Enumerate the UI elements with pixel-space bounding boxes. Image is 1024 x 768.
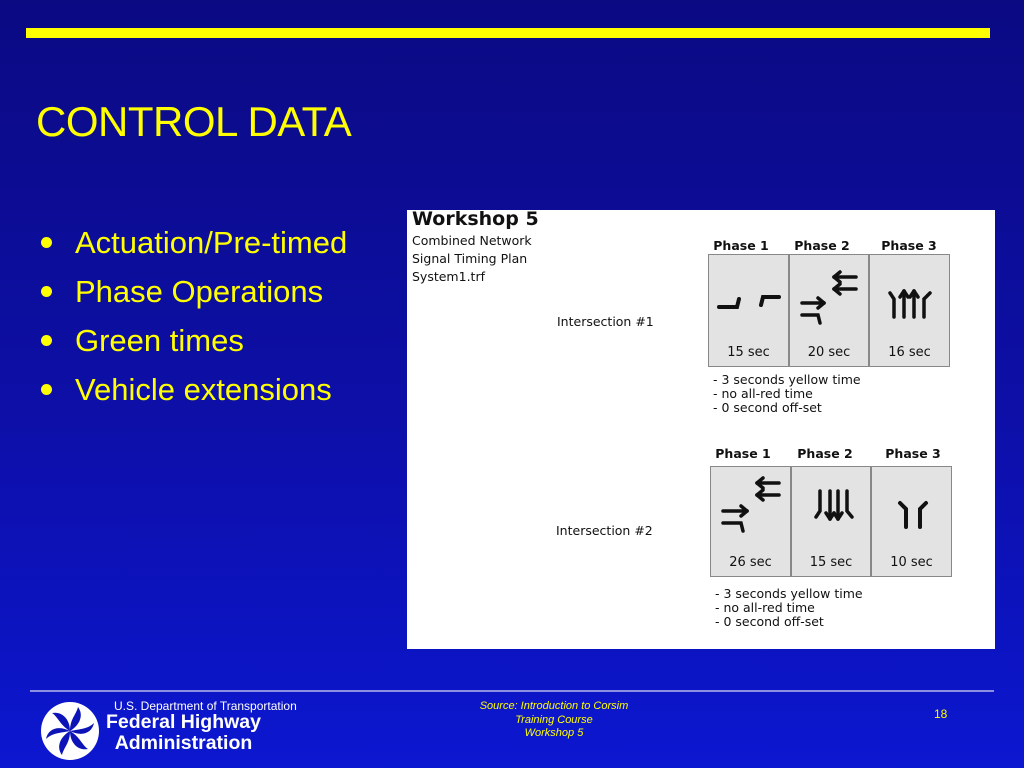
phase-box [871, 466, 952, 577]
phase-box [710, 466, 791, 577]
bullet-text: Vehicle extensions [75, 371, 332, 407]
bullet-item [36, 316, 347, 365]
phase-time: 26 sec [729, 555, 772, 570]
phase-header: Phase 2 [797, 446, 853, 461]
agency-line: Federal Highway [106, 711, 261, 733]
agency-name [106, 712, 261, 754]
figure-subtitle-line: Signal Timing Plan [412, 251, 528, 266]
bullet-item [36, 218, 347, 267]
phase-box [708, 254, 789, 367]
bullet-text: Green times [75, 322, 244, 358]
phase-time: 20 sec [807, 345, 851, 360]
timing-note: - 0 second off-set [715, 614, 824, 629]
intersection-1-label: Intersection #1 [557, 314, 654, 329]
page-number: 18 [934, 707, 948, 721]
intersection-2-label: Intersection #2 [556, 523, 653, 538]
source-line: Training Course [515, 713, 593, 726]
timing-note: - no all-red time [713, 386, 813, 401]
phase-box [789, 254, 869, 367]
phase-box [791, 466, 871, 577]
phase-time: 10 sec [890, 555, 933, 570]
bullet-dot-icon [41, 384, 52, 395]
fhwa-logo-icon [40, 701, 100, 761]
phase-header: Phase 3 [885, 446, 941, 461]
timing-note: - no all-red time [715, 600, 815, 615]
source-citation [454, 700, 654, 741]
slide-title: CONTROL DATA [36, 98, 352, 145]
figure-subtitle-line: System1.trf [412, 269, 485, 284]
figure-subtitle-line: Combined Network [412, 233, 532, 248]
source-line: Workshop 5 [524, 727, 584, 739]
source-line: Source: Introduction to Corsim [479, 700, 629, 712]
department-name: U.S. Department of Transportation [114, 699, 297, 713]
phase-time: 15 sec [809, 555, 853, 570]
timing-note: - 3 seconds yellow time [713, 372, 861, 387]
bullet-dot-icon [41, 286, 52, 297]
phase-header: Phase 2 [794, 238, 850, 253]
bullet-item [36, 365, 347, 414]
bullet-text: Actuation/Pre-timed [75, 224, 348, 260]
footer-divider [30, 690, 994, 692]
phase-time: 16 sec [888, 345, 931, 360]
figure-title: Workshop 5 [412, 208, 539, 230]
timing-note: - 0 second off-set [713, 400, 822, 415]
bullet-dot-icon [41, 335, 52, 346]
phase-header: Phase 3 [881, 238, 937, 253]
phase-box [869, 254, 950, 367]
timing-note: - 3 seconds yellow time [715, 586, 863, 601]
signal-timing-figure [407, 210, 995, 649]
phase-header: Phase 1 [713, 238, 769, 253]
bullet-dot-icon [41, 237, 52, 248]
phase-header: Phase 1 [715, 446, 771, 461]
agency-line: Administration [114, 732, 253, 754]
bullet-item [36, 267, 347, 316]
phase-time: 15 sec [727, 345, 770, 360]
bullet-list [36, 218, 347, 414]
top-accent-bar [26, 28, 990, 38]
bullet-text: Phase Operations [75, 273, 324, 309]
